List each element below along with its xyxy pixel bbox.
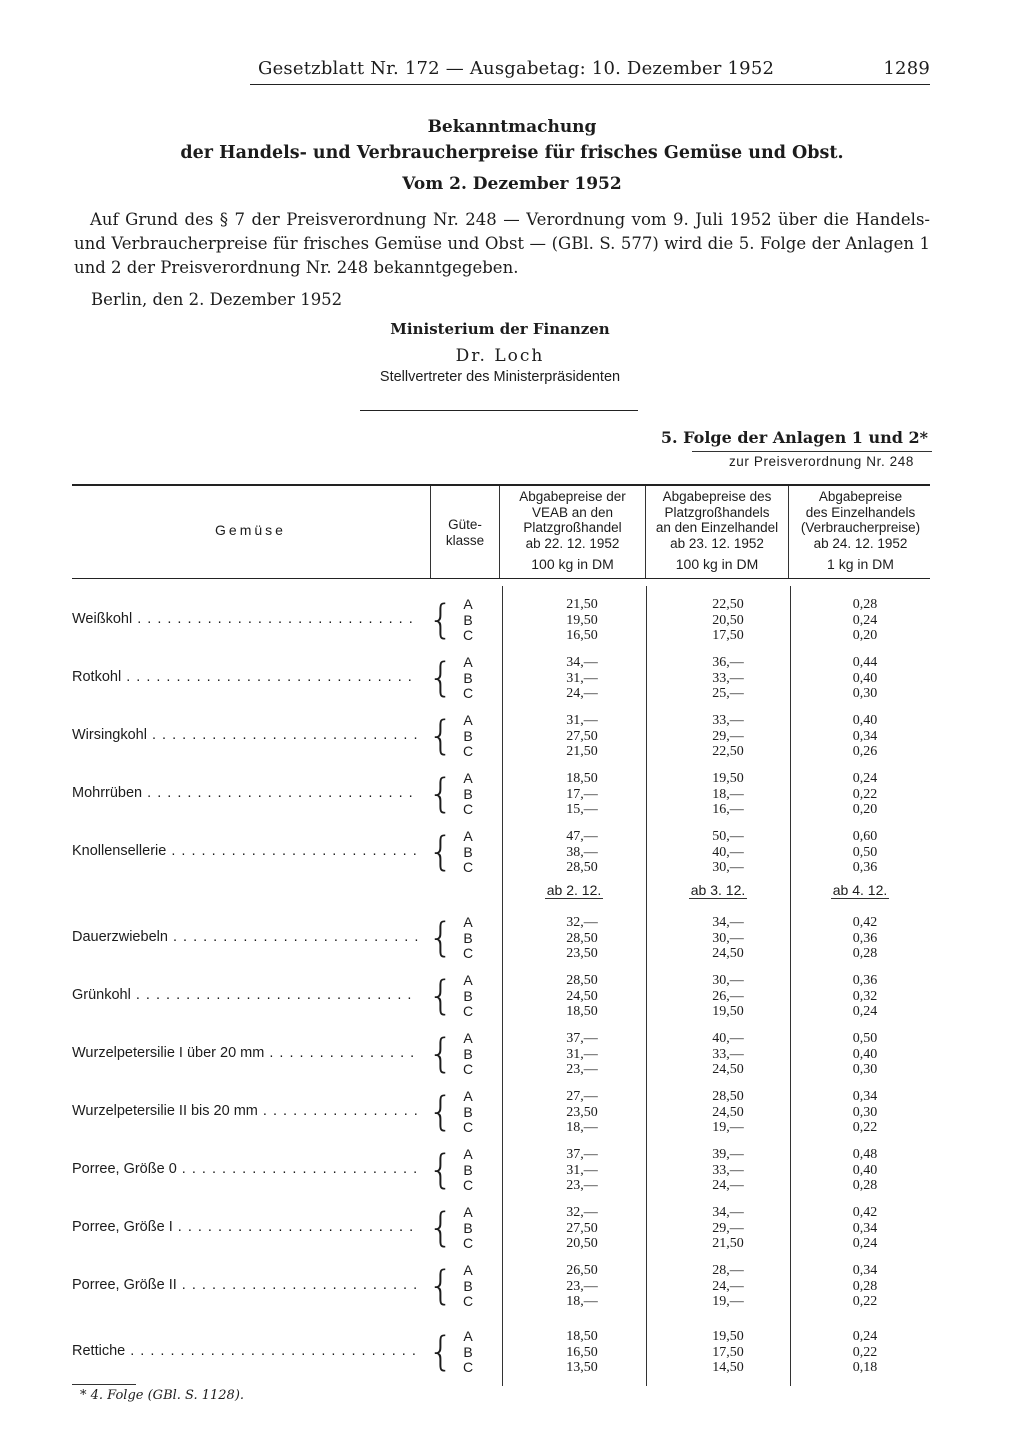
price-einzelhandel: 0,50 0,40 0,30 — [852, 1031, 878, 1077]
brace: { — [428, 713, 454, 759]
table-row — [72, 713, 930, 761]
price-einzelhandel: 0,40 0,34 0,26 — [852, 713, 878, 759]
price-grosshandel: 28,50 24,50 19,— — [712, 1089, 744, 1135]
quality-classes: A B C — [462, 1262, 474, 1309]
price-grosshandel: 19,50 17,50 14,50 — [712, 1329, 744, 1375]
table-row — [72, 597, 930, 645]
header-veab-unit: 100 kg in DM — [531, 556, 614, 572]
separator-rule — [360, 410, 638, 411]
price-grosshandel: 28,— 24,— 19,— — [712, 1263, 744, 1309]
place-date: Berlin, den 2. Dezember 1952 — [91, 290, 343, 309]
brace: { — [428, 1263, 454, 1309]
vegetable-name: Porree, Größe 0 . . . — [72, 1161, 418, 1181]
price-grosshandel: 50,— 40,— 30,— — [712, 829, 744, 875]
price-grosshandel: 39,— 33,— 24,— — [712, 1147, 744, 1193]
price-veab: 32,— 28,50 23,50 — [566, 915, 598, 961]
notice-title: Bekanntmachung — [427, 117, 597, 137]
header-gemuese: Gemüse — [215, 522, 286, 538]
header-einzelhandel-unit: 1 kg in DM — [827, 556, 894, 572]
quality-classes: A B C — [462, 828, 474, 875]
table-row — [72, 1329, 930, 1377]
header-grosshandel: Abgabepreise des Platzgroßhandels an den Einzelhandel ab 23. 12. 1952 — [655, 489, 779, 551]
price-einzelhandel: 0,42 0,34 0,24 — [852, 1205, 878, 1251]
table-row — [72, 1263, 930, 1311]
table-top-rule — [72, 484, 930, 486]
brace: { — [428, 1329, 454, 1375]
price-veab: 32,— 27,50 20,50 — [566, 1205, 598, 1251]
notice-date: Vom 2. Dezember 1952 — [402, 174, 622, 194]
table-row — [72, 829, 930, 877]
table-row — [72, 1089, 930, 1137]
price-einzelhandel: 0,36 0,32 0,24 — [852, 973, 878, 1019]
signer-name: Dr. Loch — [455, 346, 545, 366]
annex-subtitle: zur Preisverordnung Nr. 248 — [728, 454, 914, 469]
price-veab: 27,— 23,50 18,— — [566, 1089, 598, 1135]
header-einzelhandel: Abgabepreise des Einzelhandels (Verbraucherpreise) ab 24. 12. 1952 — [800, 489, 921, 551]
price-einzelhandel: 0,48 0,40 0,28 — [852, 1147, 878, 1193]
vegetable-name: Wirsingkohl . . . — [72, 727, 418, 747]
brace: { — [428, 597, 454, 643]
price-veab: 47,— 38,— 28,50 — [566, 829, 598, 875]
table-header-rule — [72, 578, 930, 579]
header-veab: Abgabepreise der VEAB an den Platzgroßhandel ab 22. 12. 1952 — [519, 489, 626, 551]
price-einzelhandel: 0,24 0,22 0,18 — [852, 1329, 878, 1375]
footnote-rule — [72, 1384, 136, 1385]
price-veab: 26,50 23,— 18,— — [566, 1263, 598, 1309]
price-grosshandel: 34,— 30,— 24,50 — [712, 915, 744, 961]
table-row — [72, 1147, 930, 1195]
date-change-grosshandel: ab 3. 12. — [690, 882, 746, 898]
price-veab: 31,— 27,50 21,50 — [566, 713, 598, 759]
price-einzelhandel: 0,24 0,22 0,20 — [852, 771, 878, 817]
notice-subject: der Handels- und Verbraucherpreise für frisches Gemüse und Obst. — [180, 143, 844, 163]
brace: { — [428, 1205, 454, 1251]
price-einzelhandel: 0,34 0,28 0,22 — [852, 1263, 878, 1309]
vegetable-name: Grünkohl . . . — [72, 987, 418, 1007]
table-row — [72, 915, 930, 963]
price-grosshandel: 22,50 20,50 17,50 — [712, 597, 744, 643]
quality-classes: A B C — [462, 914, 474, 961]
price-einzelhandel: 0,44 0,40 0,30 — [852, 655, 878, 701]
header-rule — [250, 84, 930, 85]
price-grosshandel: 34,— 29,— 21,50 — [712, 1205, 744, 1251]
brace: { — [428, 771, 454, 817]
quality-classes: A B C — [462, 712, 474, 759]
price-veab: 21,50 19,50 16,50 — [566, 597, 598, 643]
price-grosshandel: 36,— 33,— 25,— — [712, 655, 744, 701]
vegetable-name: Porree, Größe II . . . — [72, 1277, 418, 1297]
brace: { — [428, 915, 454, 961]
quality-classes: A B C — [462, 596, 474, 643]
price-grosshandel: 40,— 33,— 24,50 — [712, 1031, 744, 1077]
page-header — [250, 58, 930, 84]
vegetable-name: Knollensellerie . . . — [72, 843, 418, 863]
price-einzelhandel: 0,42 0,36 0,28 — [852, 915, 878, 961]
price-veab: 28,50 24,50 18,50 — [566, 973, 598, 1019]
quality-classes: A B C — [462, 654, 474, 701]
vegetable-name: Mohrrüben . . . — [72, 785, 418, 805]
brace: { — [428, 973, 454, 1019]
price-einzelhandel: 0,34 0,30 0,22 — [852, 1089, 878, 1135]
notice-body: Auf Grund des § 7 der Preisverordnung Nr. 248 — Verordnung vom 9. Juli 1952 über die Handels- und Verbraucherpreise für frisches Gemüse und Obst — (GBl. S. 577) wird die 5. Folge der Anlagen 1 und 2 der Preisverordnung Nr. 248 bekanntgegeben. — [74, 210, 930, 277]
brace: { — [428, 655, 454, 701]
page-number: 1289 — [883, 58, 930, 79]
quality-classes: A B C — [462, 770, 474, 817]
vegetable-name: Rettiche . . . — [72, 1343, 418, 1363]
annex-title: 5. Folge der Anlagen 1 und 2* — [660, 428, 928, 447]
ministry-name: Ministerium der Finanzen — [390, 320, 610, 338]
brace: { — [428, 1089, 454, 1135]
brace: { — [428, 829, 454, 875]
table-row — [72, 1205, 930, 1253]
table-row — [72, 655, 930, 703]
header-guete: Güte- klasse — [445, 517, 485, 548]
vegetable-name: Porree, Größe I . . . — [72, 1219, 418, 1239]
price-grosshandel: 30,— 26,— 19,50 — [712, 973, 744, 1019]
quality-classes: A B C — [462, 1328, 474, 1375]
price-einzelhandel: 0,28 0,24 0,20 — [852, 597, 878, 643]
footnote: * 4. Folge (GBl. S. 1128). — [80, 1388, 245, 1403]
vegetable-name: Wurzelpetersilie I über 20 mm . . . — [72, 1045, 418, 1065]
vegetable-name: Rotkohl . . . — [72, 669, 418, 689]
price-einzelhandel: 0,60 0,50 0,36 — [852, 829, 878, 875]
signer-role: Stellvertreter des Ministerpräsidenten — [379, 369, 621, 385]
brace: { — [428, 1031, 454, 1077]
gazette-title: Gesetzblatt Nr. 172 — Ausgabetag: 10. Dezember 1952 — [258, 58, 775, 79]
price-veab: 37,— 31,— 23,— — [566, 1147, 598, 1193]
price-veab: 18,50 16,50 13,50 — [566, 1329, 598, 1375]
annex-rule — [692, 451, 932, 452]
brace: { — [428, 1147, 454, 1193]
quality-classes: A B C — [462, 1146, 474, 1193]
vegetable-name: Dauerzwiebeln . . . — [72, 929, 418, 949]
price-veab: 37,— 31,— 23,— — [566, 1031, 598, 1077]
quality-classes: A B C — [462, 1204, 474, 1251]
table-row — [72, 771, 930, 819]
table-row — [72, 1031, 930, 1079]
price-veab: 34,— 31,— 24,— — [566, 655, 598, 701]
quality-classes: A B C — [462, 972, 474, 1019]
price-grosshandel: 33,— 29,— 22,50 — [712, 713, 744, 759]
column-divider — [430, 486, 431, 578]
quality-classes: A B C — [462, 1030, 474, 1077]
table-row — [72, 973, 930, 1021]
price-veab: 18,50 17,— 15,— — [566, 771, 598, 817]
date-change-einzelhandel: ab 4. 12. — [832, 882, 888, 898]
header-grosshandel-unit: 100 kg in DM — [675, 556, 759, 572]
date-change-veab: ab 2. 12. — [546, 882, 602, 898]
quality-classes: A B C — [462, 1088, 474, 1135]
price-grosshandel: 19,50 18,— 16,— — [712, 771, 744, 817]
vegetable-name: Wurzelpetersilie II bis 20 mm . . . — [72, 1103, 418, 1123]
vegetable-name: Weißkohl . . . — [72, 611, 418, 631]
